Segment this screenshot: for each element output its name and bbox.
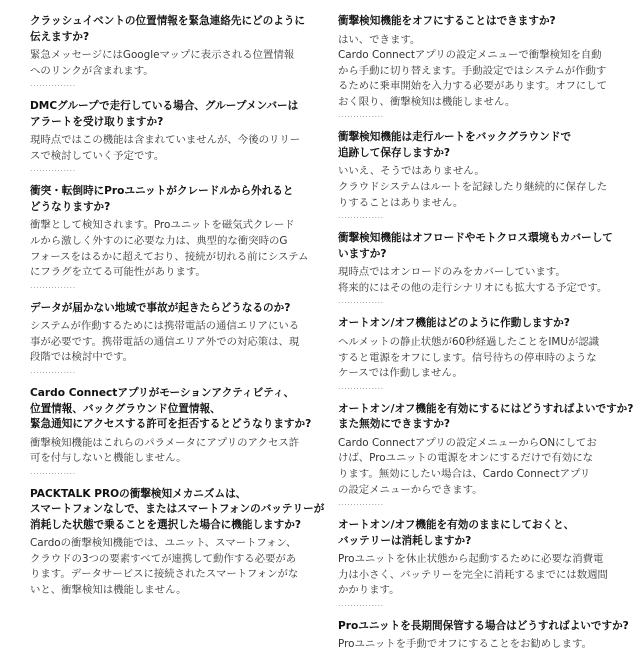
faq-answer: 現時点ではこの機能は含まれていませんが、今後のリリー スで検討していく予定です。 xyxy=(30,134,301,162)
faq-answer: システムが作動するためには携帯電話の通信エリアにいる 事が必要です。携帯電話の通信エリア外での対応策は、現 段階では検討中です。 xyxy=(30,320,300,364)
faq-answer: Cardo Connectアプリの設定メニューからONにしてお けば、Proユニットの電源をオンにするだけで有効にな ります。無効にしたい場合は、Cardo Connectアプリ の設定メニューからできます。 xyxy=(338,436,597,496)
faq-column-right xyxy=(338,14,634,653)
dotted-separator: ............... xyxy=(338,111,384,120)
dotted-separator: ............... xyxy=(338,297,384,306)
faq-item xyxy=(338,316,634,391)
faq-item xyxy=(30,184,326,290)
faq-question: データが届かない地域で事故が起きたらどうなるのか? xyxy=(30,301,291,314)
faq-answer: 緊急メッセージにはGoogleマップに表示される位置情報 へのリンクが含まれます。 xyxy=(30,49,295,77)
faq-item xyxy=(30,487,326,599)
dotted-separator: ............... xyxy=(30,165,76,174)
dotted-separator: ............... xyxy=(338,599,384,608)
faq-answer: 衝撃検知機能はこれらのパラメータにアプリのアクセス許 可を付与しないと機能しません。 xyxy=(30,436,300,465)
faq-question: クラッシュイベントの位置情報を緊急連絡先にどのように 伝えますか? xyxy=(30,15,306,43)
faq-item xyxy=(338,619,634,653)
faq-item xyxy=(338,231,634,306)
faq-question: オートオン/オフ機能を有効のままにしておくと、 バッテリーは消耗しますか? xyxy=(338,519,575,547)
faq-item xyxy=(338,130,634,221)
faq-answer: Cardoの衝撃検知機能では、ユニット、スマートフォン、 クラウドの3つの要素すべてが連携して動作する必要があ ります。データサービスに接続されたスマートフォンがな いと、衝撃検知は機能しません。 xyxy=(30,537,299,596)
faq-item xyxy=(30,301,326,376)
faq-question: 衝撃検知機能はオフロードやモトクロス環境もカバーして いますか? xyxy=(338,232,613,260)
faq-item xyxy=(30,386,326,477)
dotted-separator: ............... xyxy=(30,367,76,376)
faq-item xyxy=(30,14,326,89)
faq-answer: Proユニットを休止状態から起動するために必要な消費電 力は小さく、バッテリーを完全に消耗するまでには数週間 かかります。 xyxy=(338,553,608,597)
faq-question: 衝撃検知機能は走行ルートをバックグラウンドで 追跡して保存しますか? xyxy=(338,131,572,159)
faq-question: オートオン/オフ機能はどのように作動しますか? xyxy=(338,317,570,330)
faq-question: Cardo Connectアプリがモーションアクティビティ、 位置情報、バックグラウンド位置情報、 緊急通知にアクセスする許可を拒否するとどうなりますか? xyxy=(30,387,312,431)
dotted-separator: ............... xyxy=(30,80,76,89)
faq-answer: いいえ、そうではありません。 クラウドシステムはルートを記録したり継続的に保存した りすることはありません。 xyxy=(338,165,608,209)
dotted-separator: ............... xyxy=(30,467,76,476)
dotted-separator: ............... xyxy=(30,281,76,290)
faq-item xyxy=(338,14,634,120)
faq-item xyxy=(338,402,634,508)
faq-question: Proユニットを長期間保管する場合はどうすればよいですか? xyxy=(338,619,629,632)
faq-question: DMCグループで走行している場合、グループメンバーは アラートを受け取りますか? xyxy=(30,100,299,128)
faq-answer: 衝撃として検知されます。Proユニットを磁気式クレード ルから激しく外すのに必要な力は、典型的な衝突時のG フォースをはるかに超えており、接続が切れる前にシステム にフラグを立てる可能性があります。 xyxy=(30,219,309,279)
faq-column-left xyxy=(30,14,326,599)
faq-answer: はい、できます。 Cardo Connectアプリの設定メニューで衝撃検知を自動 から手動に切り替えます。手動設定ではシステムが作動す るために乗車開始を入力する必要があります。オフにして おく限り、衝撃検知は機能しません。 xyxy=(338,33,608,108)
dotted-separator: ............... xyxy=(338,212,384,221)
faq-item xyxy=(30,99,326,174)
dotted-separator: ............... xyxy=(338,499,384,508)
faq-answer: Proユニットを手動でオフにすることをお勧めします。 xyxy=(338,638,592,651)
faq-answer: 現時点ではオンロードのみをカバーしています。 将来的にはその他の走行シナリオにも拡大する予定です。 xyxy=(338,266,608,294)
faq-item xyxy=(338,518,634,609)
faq-question: 衝突・転倒時にProユニットがクレードルから外れると どうなりますか? xyxy=(30,185,294,213)
faq-answer: ヘルメットの静止状態が60秒経過したことをIMUが認識 すると電源をオフにします。信号待ちの停車時のような ケースでは作動しません。 xyxy=(338,335,600,380)
faq-question: オートオン/オフ機能を有効にするにはどうすればよいですか? また無効にできますか? xyxy=(338,402,634,431)
faq-question: PACKTALK PROの衝撃検知メカニズムは、 スマートフォンなしで、またはスマートフォンのバッテリーが 消耗した状態で乗ることを選択した場合に機能しますか? xyxy=(30,487,325,531)
dotted-separator: ............... xyxy=(338,382,384,391)
faq-question: 衝撃検知機能をオフにすることはできますか? xyxy=(338,15,556,27)
